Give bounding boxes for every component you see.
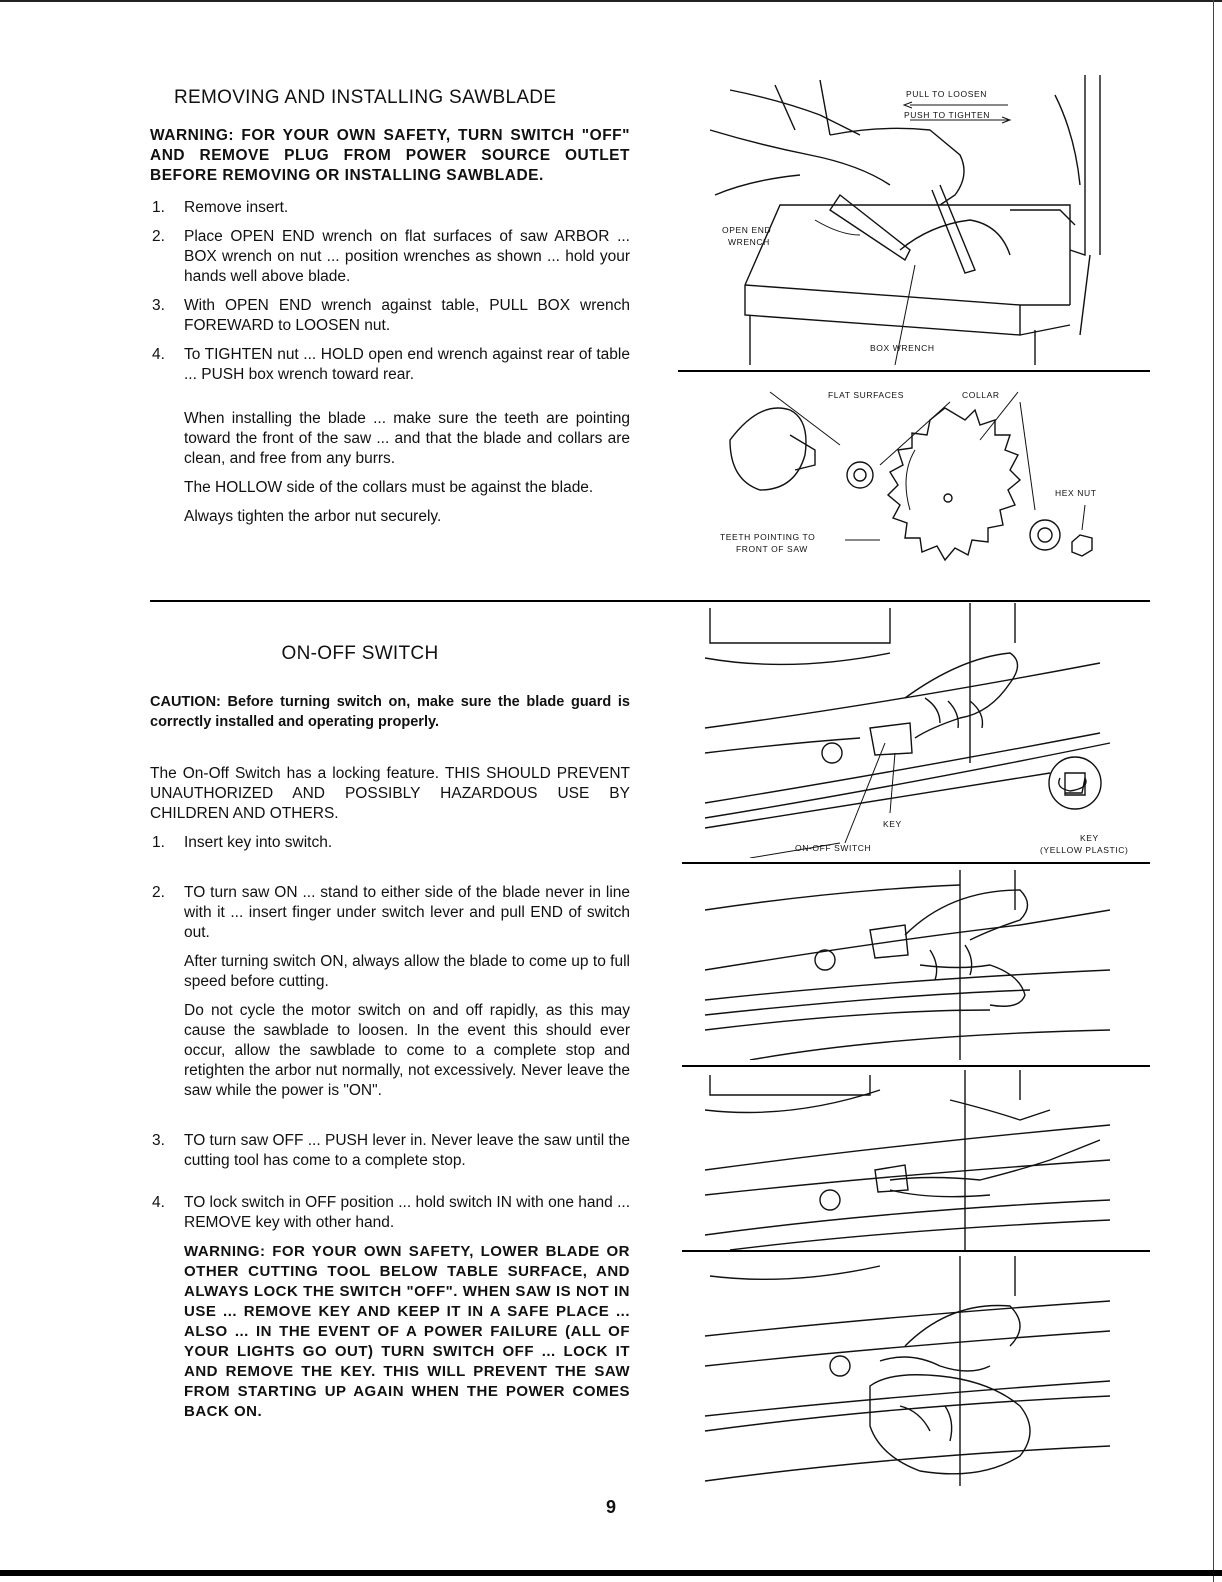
figure-divider <box>682 1065 1150 1067</box>
installing-notes <box>150 409 630 527</box>
on-off-switch-label: ON-OFF SWITCH <box>795 843 872 853</box>
step-item <box>150 1193 630 1233</box>
step-item <box>150 296 630 336</box>
collar-label: COLLAR <box>962 390 1000 400</box>
switch-lock-illustration <box>690 1256 1150 1486</box>
switch-key-illustration <box>690 603 1150 858</box>
section-divider <box>150 600 1150 602</box>
step-item <box>150 198 630 218</box>
push-label: PUSH TO TIGHTEN <box>904 110 990 120</box>
front-of-saw-label: FRONT OF SAW <box>736 544 808 554</box>
hex-nut-label: HEX NUT <box>1055 488 1097 498</box>
switch-steps-continued <box>150 1131 630 1233</box>
intro-paragraph: The On-Off Switch has a locking feature. THIS SHOULD PREVENT UNAUTHORIZED AND POSSIBLY HAZARDOUS USE BY CHILDREN AND OTHERS. <box>150 765 630 822</box>
step-text: TO turn saw OFF ... PUSH lever in. Never leave the saw until the cutting tool has come to a complete stop. <box>184 1132 630 1169</box>
yellow-plastic-label: (YELLOW PLASTIC) <box>1040 845 1129 855</box>
figure-divider <box>682 1250 1150 1252</box>
step-number: 3. <box>152 297 165 314</box>
switch-steps <box>150 833 630 943</box>
step-item <box>150 883 630 943</box>
note-paragraph: Always tighten the arbor nut securely. <box>184 508 442 525</box>
sawblade-steps <box>150 198 630 385</box>
section-title: ON-OFF SWITCH <box>281 643 439 664</box>
step-number: 4. <box>152 1194 165 1211</box>
figure-divider <box>682 862 1150 864</box>
step-number: 2. <box>152 228 165 245</box>
step2-notes <box>150 952 630 1101</box>
page-bottom-border <box>0 1570 1222 1576</box>
step-item <box>150 1131 630 1171</box>
final-warning-text: WARNING: FOR YOUR OWN SAFETY, LOWER BLADE OR OTHER CUTTING TOOL BELOW TABLE SURFACE, AND ALWAYS LOCK THE SWITCH "OFF". WHEN SAW IS NOT IN USE ... REMOVE KEY AND KEEP IT IN A SAFE PLACE ... ALSO ... IN THE EVENT OF A POWER FAILURE (ALL OF YOUR LIGHTS GO OUT) TURN SWITCH OFF ... LOCK IT AND REMOVE THE KEY. THIS WILL PREVENT THE SAW FROM STARTING UP AGAIN WHEN THE POWER COMES BACK ON. <box>184 1243 630 1420</box>
switch-off-illustration <box>690 1070 1150 1250</box>
step-item <box>150 833 630 853</box>
step-text: TO lock switch in OFF position ... hold switch IN with one hand ... REMOVE key with other hand. <box>184 1194 630 1231</box>
switch-on-illustration <box>690 870 1150 1060</box>
pull-label: PULL TO LOOSEN <box>906 89 987 99</box>
figure-divider <box>678 370 1150 372</box>
step-item <box>150 227 630 287</box>
key-detail-label: KEY <box>1080 833 1099 843</box>
note-paragraph: After turning switch ON, always allow the blade to come up to full speed before cutting. <box>184 953 630 990</box>
step-number: 4. <box>152 346 165 363</box>
warning-text: WARNING: FOR YOUR OWN SAFETY, TURN SWITCH "OFF" AND REMOVE PLUG FROM POWER SOURCE OUTLET BEFORE REMOVING OR INSTALLING SAWBLADE. <box>150 127 630 184</box>
open-end-label: OPEN END <box>722 225 772 235</box>
section-on-off-switch <box>150 644 630 1422</box>
teeth-label: TEETH POINTING TO <box>720 532 816 542</box>
box-wrench-label: BOX WRENCH <box>870 343 935 353</box>
section-sawblade <box>150 88 630 536</box>
step-text: TO turn saw ON ... stand to either side of the blade never in line with it ... insert finger under switch lever and pull END of switch out. <box>184 884 630 941</box>
caution-text: CAUTION: Before turning switch on, make sure the blade guard is correctly installed and operating properly. <box>150 694 630 730</box>
blade-illustration <box>700 380 1150 590</box>
step-number: 3. <box>152 1132 165 1149</box>
step-text: Insert key into switch. <box>184 834 333 851</box>
wrench-illustration <box>690 75 1150 365</box>
page-number: 9 <box>605 1497 616 1517</box>
note-paragraph: The HOLLOW side of the collars must be against the blade. <box>184 479 594 496</box>
step-number: 1. <box>152 834 165 851</box>
page-top-border <box>0 0 1222 2</box>
note-paragraph: Do not cycle the motor switch on and off rapidly, as this may cause the sawblade to loosen. In the event this should ever occur, allow the sawblade to come to a complete stop and retighten the arbor nut normally, not excessively. Never leave the saw while the power is "ON". <box>184 1002 630 1099</box>
section-title: REMOVING AND INSTALLING SAWBLADE <box>174 87 557 108</box>
flat-surfaces-label: FLAT SURFACES <box>828 390 904 400</box>
step-text: Remove insert. <box>184 199 289 216</box>
step-text: Place OPEN END wrench on flat surfaces of saw ARBOR ... BOX wrench on nut ... position wrenches as shown ... hold your hands well above blade. <box>184 228 630 285</box>
step-number: 1. <box>152 199 165 216</box>
step-text: With OPEN END wrench against table, PULL BOX wrench FOREWARD to LOOSEN nut. <box>184 297 630 334</box>
key-label: KEY <box>883 819 902 829</box>
step-text: To TIGHTEN nut ... HOLD open end wrench against rear of table ... PUSH box wrench toward rear. <box>184 346 630 383</box>
page-right-edge <box>1213 0 1214 1582</box>
step-number: 2. <box>152 884 165 901</box>
wrench-label: WRENCH <box>728 237 770 247</box>
note-paragraph: When installing the blade ... make sure the teeth are pointing toward the front of the saw ... and that the blade and collars are clean, and free from any burrs. <box>184 410 630 467</box>
step-item <box>150 345 630 385</box>
